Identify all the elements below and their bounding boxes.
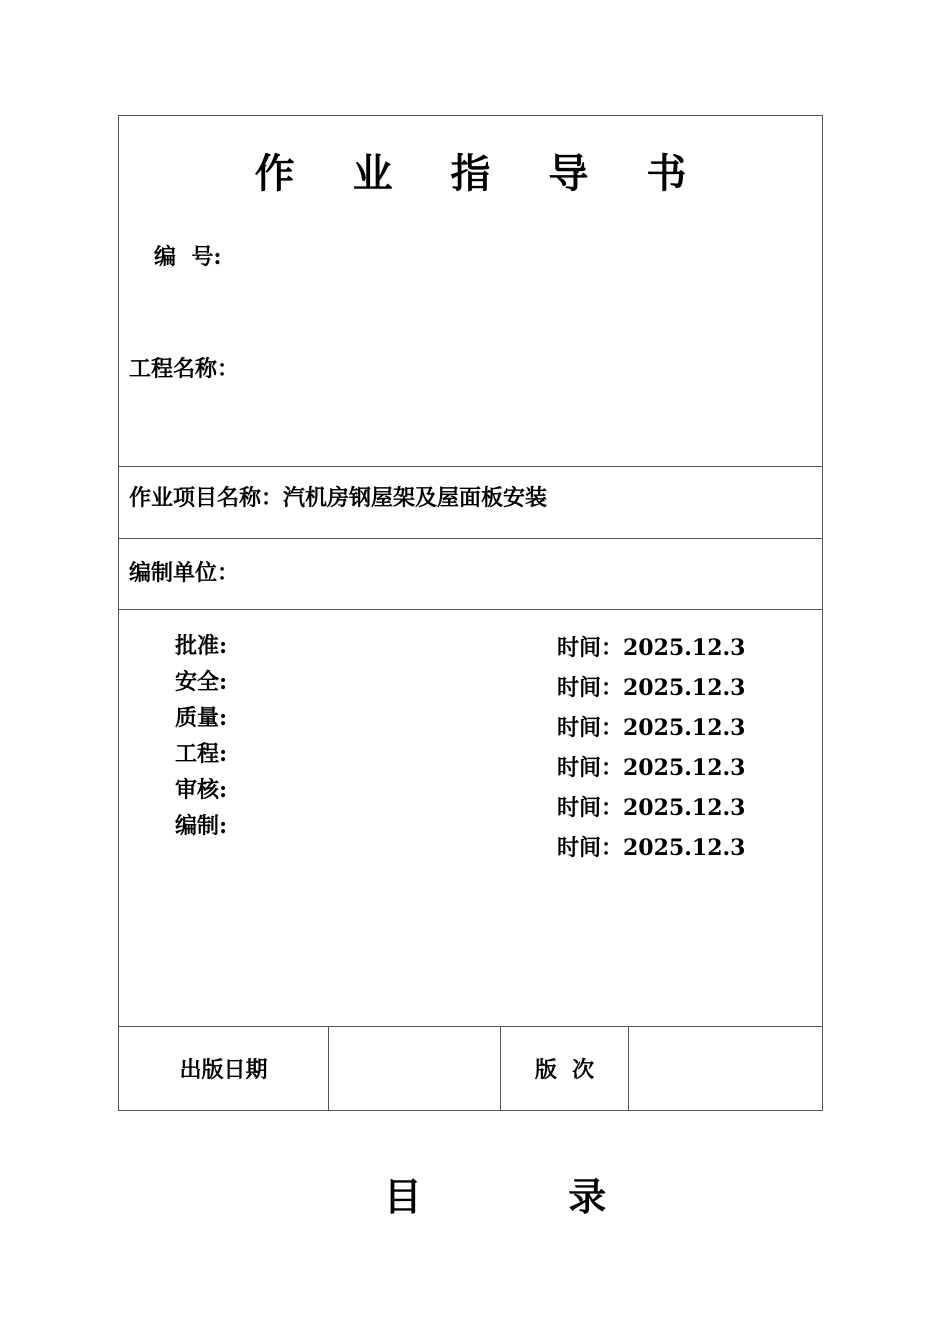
- time-quality: 时间：2025.12.3: [557, 715, 746, 741]
- number-label: 编 号:: [154, 244, 222, 270]
- project-name-label: 工程名称：: [129, 356, 240, 382]
- role-engineering: 工程:: [175, 741, 228, 767]
- publish-info-row: [119, 1026, 822, 1110]
- version-label: 版 次: [501, 1027, 629, 1110]
- role-review: 审核:: [175, 777, 228, 803]
- role-quality: 质量:: [175, 705, 228, 731]
- time-approve: 时间：2025.12.3: [557, 635, 746, 661]
- time-prepare: 时间：2025.12.3: [557, 835, 746, 861]
- document-title: 作 业 指 导 书: [254, 150, 709, 197]
- header-section: [119, 116, 822, 467]
- unit-label: 编制单位：: [129, 560, 240, 586]
- work-item-label: 作业项目名称：汽机房钢屋架及屋面板安装: [129, 485, 548, 511]
- role-approve: 批准:: [175, 633, 228, 659]
- work-item-section: [119, 467, 822, 539]
- role-safety: 安全:: [175, 669, 228, 695]
- unit-section: [119, 539, 822, 610]
- publish-date-label: 出版日期: [119, 1027, 329, 1110]
- version-value: [629, 1027, 822, 1110]
- signature-roles: [175, 628, 227, 844]
- time-safety: 时间：2025.12.3: [557, 675, 746, 701]
- signature-times: [557, 628, 745, 868]
- time-review: 时间：2025.12.3: [557, 795, 746, 821]
- time-engineering: 时间：2025.12.3: [557, 755, 746, 781]
- toc-title: 目 录: [383, 1174, 647, 1219]
- signature-section: [119, 610, 822, 1026]
- role-prepare: 编制:: [175, 813, 228, 839]
- cover-sheet: [118, 115, 823, 1111]
- publish-date-value: [329, 1027, 501, 1110]
